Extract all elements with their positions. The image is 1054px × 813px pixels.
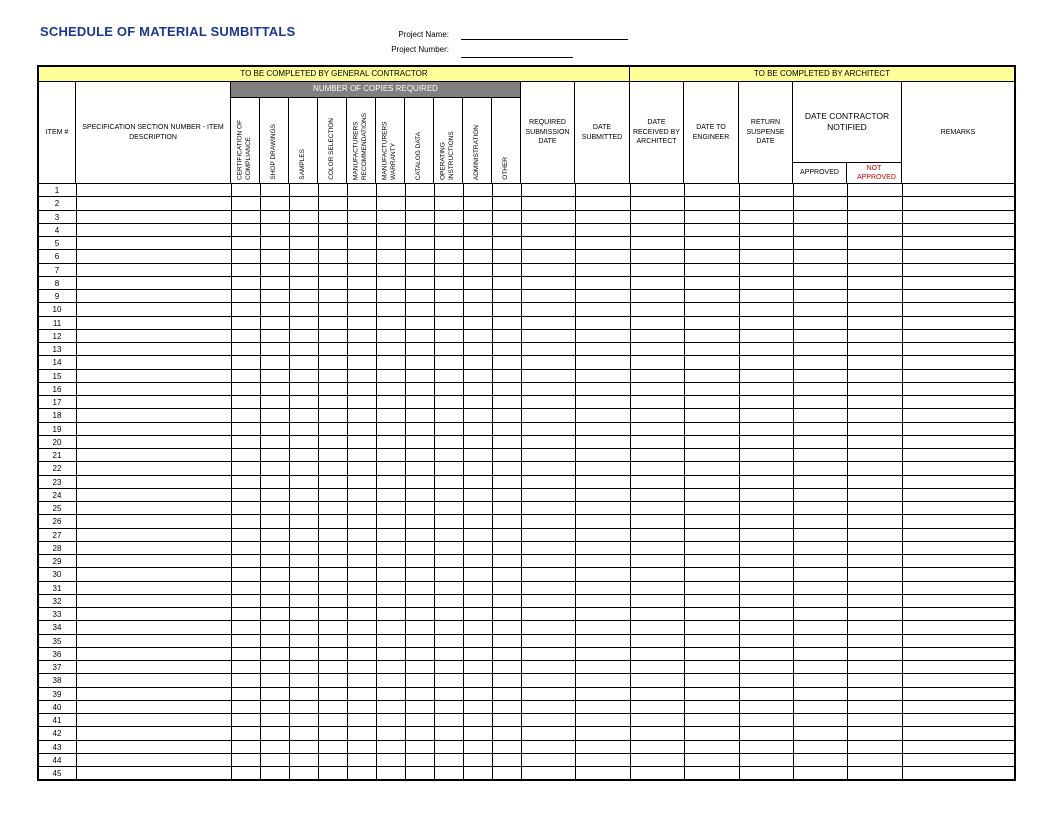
copies-required-header: NUMBER OF COPIES REQUIRED (231, 82, 521, 98)
row-number: 2 (54, 199, 60, 209)
general-contractor-section-header: TO BE COMPLETED BY GENERAL CONTRACTOR (39, 67, 630, 82)
date-to-engineer-header: DATE TO ENGINEER (684, 82, 739, 184)
table-row[interactable] (39, 635, 1014, 648)
row-number: 44 (52, 755, 62, 765)
table-row[interactable] (39, 423, 1014, 436)
row-number: 29 (52, 557, 62, 566)
row-number: 19 (52, 424, 62, 434)
table-row[interactable] (39, 264, 1014, 277)
table-row[interactable] (39, 436, 1014, 449)
table-row[interactable] (39, 608, 1014, 621)
copies-column-header: CERTIFICATION OF COMPLIANCE (231, 98, 260, 184)
not-approved-header: NOT APPROVED (847, 163, 902, 184)
row-number: 22 (52, 464, 62, 474)
row-number: 14 (52, 358, 62, 368)
table-row[interactable] (39, 343, 1014, 356)
row-number: 16 (52, 384, 62, 394)
row-number: 21 (52, 451, 62, 460)
row-number: 35 (52, 636, 62, 646)
row-number: 37 (52, 663, 62, 672)
table-row[interactable] (39, 582, 1014, 595)
row-number: 17 (52, 398, 62, 407)
approved-header: APPROVED (793, 163, 847, 184)
table-row[interactable] (39, 502, 1014, 515)
table-row[interactable] (39, 197, 1014, 210)
row-number: 12 (52, 331, 62, 341)
copies-column-header: MANUFACTURERS WARRANTY (376, 98, 405, 184)
table-row[interactable] (39, 330, 1014, 343)
table-row[interactable] (39, 237, 1014, 250)
row-number: 1 (54, 186, 60, 195)
row-number: 3 (54, 212, 60, 222)
table-row[interactable] (39, 674, 1014, 687)
table-row[interactable] (39, 529, 1014, 542)
table-row[interactable] (39, 476, 1014, 489)
row-number: 30 (52, 570, 62, 580)
copies-column-header: SHOP DRAWINGS (260, 98, 289, 184)
table-row[interactable] (39, 383, 1014, 396)
table-row[interactable] (39, 621, 1014, 634)
table-row[interactable] (39, 714, 1014, 727)
spec-description-header: SPECIFICATION SECTION NUMBER - ITEM DESCRIPTION (76, 82, 231, 184)
row-number: 25 (52, 504, 62, 513)
row-number: 43 (52, 742, 62, 752)
row-number: 15 (52, 371, 62, 381)
row-number: 40 (52, 702, 62, 712)
table-row[interactable] (39, 754, 1014, 767)
table-row[interactable] (39, 462, 1014, 475)
table-row[interactable] (39, 290, 1014, 303)
row-number: 18 (52, 411, 62, 421)
table-row[interactable] (39, 701, 1014, 714)
row-number: 9 (54, 292, 60, 301)
row-number: 24 (52, 490, 62, 500)
table-row[interactable] (39, 184, 1014, 197)
project-name-label: Project Name: (398, 30, 449, 39)
table-row[interactable] (39, 555, 1014, 568)
table-row[interactable] (39, 568, 1014, 581)
table-row[interactable] (39, 224, 1014, 237)
table-row[interactable] (39, 661, 1014, 674)
project-name-field[interactable] (461, 39, 628, 40)
row-number: 13 (52, 345, 62, 354)
copies-column-header: COLOR SELECTION (318, 98, 347, 184)
row-number: 27 (52, 530, 62, 540)
row-number: 42 (52, 729, 62, 739)
table-row[interactable] (39, 767, 1014, 780)
copies-column-header: SAMPLES (289, 98, 318, 184)
date-contractor-notified-header: DATE CONTRACTOR NOTIFIED (793, 82, 902, 163)
copies-column-header: OPERATING INSTRUCTIONS (434, 98, 463, 184)
date-submitted-header: DATE SUBMITTED (575, 82, 630, 184)
row-number: 26 (52, 517, 62, 527)
table-row[interactable] (39, 277, 1014, 290)
row-number: 31 (52, 583, 62, 593)
table-row[interactable] (39, 688, 1014, 701)
row-number: 28 (52, 543, 62, 553)
row-number: 32 (52, 596, 62, 606)
project-number-field[interactable] (461, 57, 573, 58)
row-number: 39 (52, 689, 62, 699)
table-row[interactable] (39, 515, 1014, 528)
project-number-label: Project Number: (391, 45, 449, 54)
row-number: 5 (54, 239, 60, 248)
row-number: 34 (52, 623, 62, 633)
row-number: 11 (52, 318, 62, 328)
row-number: 10 (52, 305, 62, 315)
copies-column-header: OTHER (492, 98, 521, 184)
table-row[interactable] (39, 542, 1014, 555)
table-row[interactable] (39, 648, 1014, 661)
table-row[interactable] (39, 595, 1014, 608)
architect-section-header: TO BE COMPLETED BY ARCHITECT (630, 67, 1014, 82)
return-suspense-date-header: RETURN SUSPENSE DATE (739, 82, 793, 184)
table-row[interactable] (39, 370, 1014, 383)
copies-column-header: MANUFACTURERS RECOMMENDATIONS (347, 98, 376, 184)
table-row[interactable] (39, 396, 1014, 409)
remarks-header: REMARKS (902, 82, 1014, 184)
submittal-table (37, 65, 1016, 781)
row-number: 4 (54, 225, 60, 235)
row-number: 41 (52, 716, 62, 725)
row-number: 7 (54, 265, 60, 275)
required-submission-date-header: REQUIRED SUBMISSION DATE (521, 82, 575, 184)
table-row[interactable] (39, 489, 1014, 502)
table-row[interactable] (39, 250, 1014, 263)
table-row[interactable] (39, 317, 1014, 330)
row-number: 36 (52, 649, 62, 659)
row-number: 20 (52, 437, 62, 447)
row-number: 6 (54, 252, 60, 262)
row-number: 8 (54, 278, 60, 288)
table-row[interactable] (39, 211, 1014, 224)
table-row[interactable] (39, 356, 1014, 369)
table-row[interactable] (39, 741, 1014, 754)
row-number: 33 (52, 610, 62, 619)
table-row[interactable] (39, 727, 1014, 740)
table-row[interactable] (39, 303, 1014, 316)
table-row[interactable] (39, 449, 1014, 462)
page-title: SCHEDULE OF MATERIAL SUMBITTALS (40, 24, 296, 39)
copies-column-header: ADMINISTRATION (463, 98, 492, 184)
date-received-by-architect-header: DATE RECEIVED BY ARCHITECT (630, 82, 684, 184)
row-number: 45 (52, 769, 62, 778)
table-row[interactable] (39, 409, 1014, 422)
item-number-header: ITEM # (39, 82, 76, 184)
copies-column-header: CATALOG DATA (405, 98, 434, 184)
row-number: 23 (52, 477, 62, 487)
row-number: 38 (52, 676, 62, 686)
